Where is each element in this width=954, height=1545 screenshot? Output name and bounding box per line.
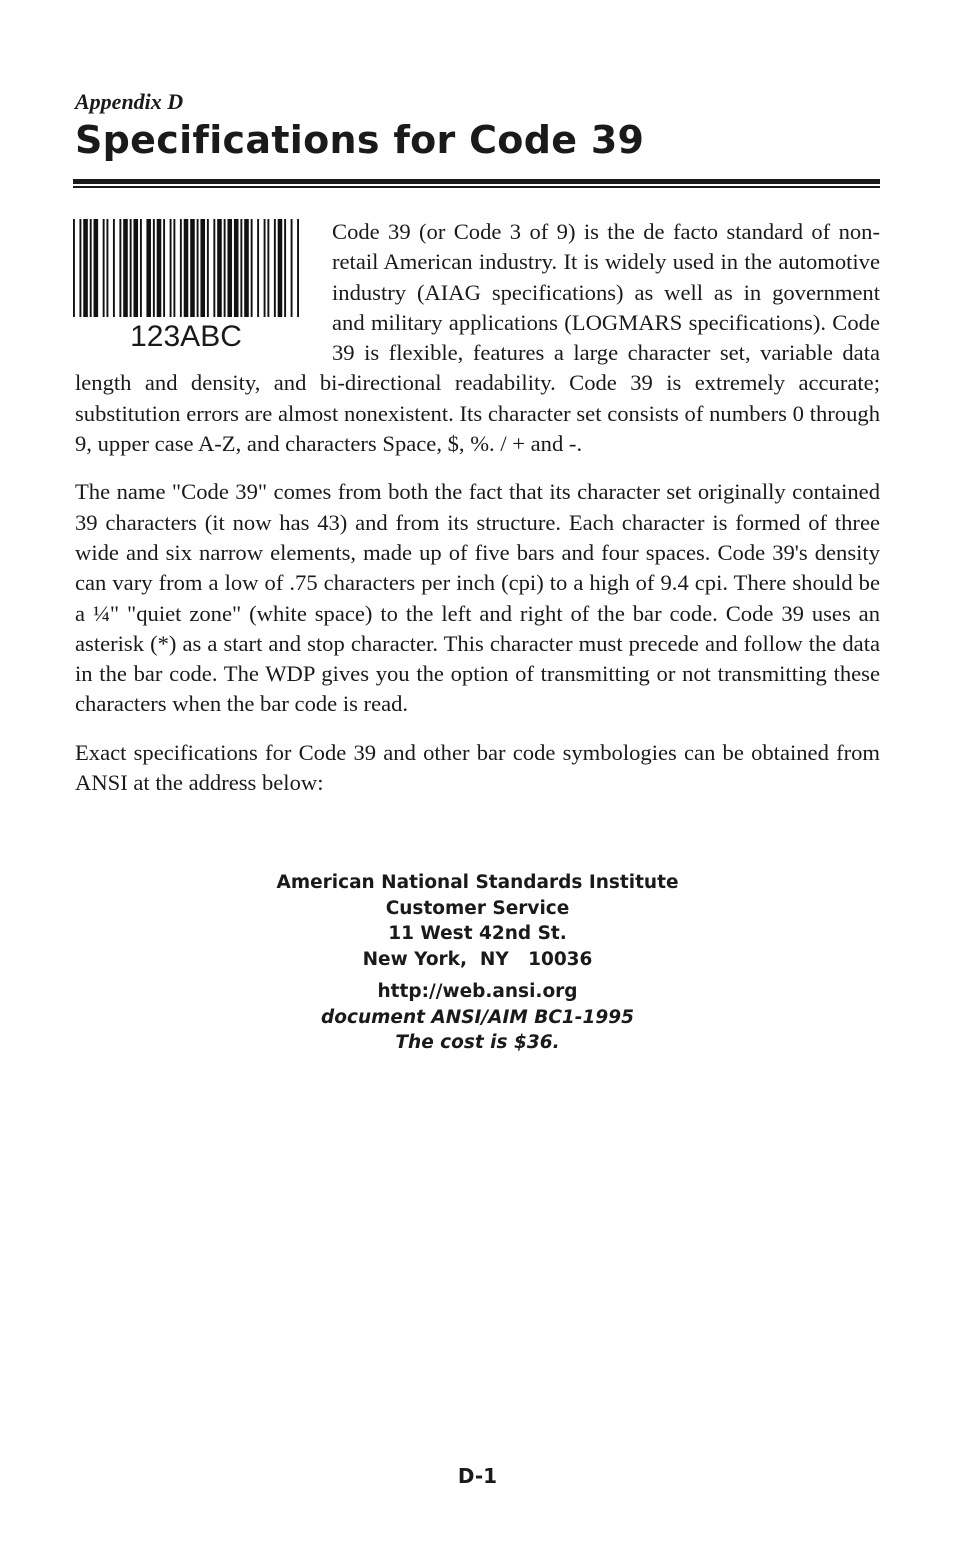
barcode-bar — [297, 219, 299, 317]
barcode-bar — [170, 219, 172, 317]
document-page — [75, 0, 880, 1545]
barcode-bar — [130, 219, 132, 317]
barcode-bar — [240, 219, 242, 317]
barcode-bar — [234, 219, 239, 317]
barcode-bar — [94, 219, 99, 317]
paragraph-intro: Code 39 (or Code 3 of 9) is the de facto standard of non-retail American industry. It is widely used in the automotive industry (AIAG specifications) as well as in government and military applications (LOGMARS specifications). Code 39 is flexible, features a large character set, variable data length and density, and bi-directional readability. Code 39 is extremely accurate; substitution errors are almost nonexistent. Its character set consists of numbers 0 through 9, upper case A-Z, and characters Space, $, %. / + and -. — [75, 219, 880, 457]
page-number: D-1 — [457, 1464, 498, 1488]
barcode-bar — [73, 219, 75, 317]
barcode-bar — [264, 219, 266, 317]
barcode-bar — [173, 219, 175, 317]
address-url: http://web.ansi.org — [377, 981, 578, 1002]
barcode-bar — [79, 219, 81, 317]
barcode-bar — [267, 219, 269, 317]
address-cost: The cost is $36. — [395, 1032, 560, 1053]
barcode-icon — [73, 219, 299, 317]
page-title: Specifications for Code 39 — [75, 118, 645, 162]
appendix-label: Appendix D — [75, 89, 184, 114]
barcode-bar — [153, 219, 155, 317]
title-rule-thin — [73, 186, 880, 188]
barcode-bar — [244, 219, 249, 317]
address-street: 11 West 42nd St. — [388, 923, 567, 944]
address-organization: American National Standards Institute — [276, 872, 679, 893]
barcode-bar — [103, 219, 105, 317]
barcode-bar — [180, 219, 182, 317]
barcode-bar — [140, 219, 142, 317]
barcode-bar — [224, 219, 226, 317]
barcode-bar — [278, 219, 283, 317]
barcode-bar — [274, 219, 276, 317]
barcode-bar — [184, 219, 189, 317]
barcode-bar — [157, 219, 162, 317]
barcode-bar — [133, 219, 138, 317]
title-rule-thick — [73, 179, 880, 184]
barcode-bar — [217, 219, 222, 317]
body-text — [75, 217, 880, 816]
barcode-bar — [200, 219, 205, 317]
address-document: document ANSI/AIM BC1-1995 — [321, 1006, 634, 1028]
barcode-bar — [113, 219, 115, 317]
barcode-bar — [146, 219, 151, 317]
barcode-bar — [284, 219, 286, 317]
ansi-address-block — [75, 870, 880, 1056]
paragraph-name-origin: The name "Code 39" comes from both the fact that its character set originally contained 39 characters (it now has 43) and from its structure. Each character is formed of three wide and six narrow elements, made up of five bars and four spaces. Code 39's density can vary from a low of .75 characters per inch (cpi) to a high of 9.4 cpi. There should be a ¼" "quiet zone" (white space) to the left and right of the bar code. Code 39 uses an asterisk (*) as a start and stop character. This character must precede and follow the data in the bar code. The WDP gives you the option of transmitting or not transmitting these characters when the bar code is read. — [75, 479, 880, 717]
barcode-bar — [190, 219, 195, 317]
address-city: New York, NY 10036 — [362, 948, 593, 970]
barcode-bar — [83, 219, 88, 317]
barcode-bar — [213, 219, 215, 317]
barcode-bar — [197, 219, 199, 317]
barcode-bar — [106, 219, 108, 317]
barcode-bar — [119, 219, 121, 317]
barcode-bar — [123, 219, 128, 317]
barcode-label: 123ABC — [130, 320, 242, 353]
paragraph-specifications: Exact specifications for Code 39 and other bar code symbologies can be obtained from ANSI at the address below: — [75, 739, 880, 796]
barcode-bar — [257, 219, 259, 317]
address-department: Customer Service — [385, 897, 570, 919]
barcode-bar — [251, 219, 253, 317]
barcode-bar — [163, 219, 165, 317]
barcode-figure — [73, 219, 299, 359]
barcode-bar — [207, 219, 209, 317]
barcode-bar — [291, 219, 293, 317]
barcode-bar — [227, 219, 232, 317]
barcode-bar — [90, 219, 92, 317]
